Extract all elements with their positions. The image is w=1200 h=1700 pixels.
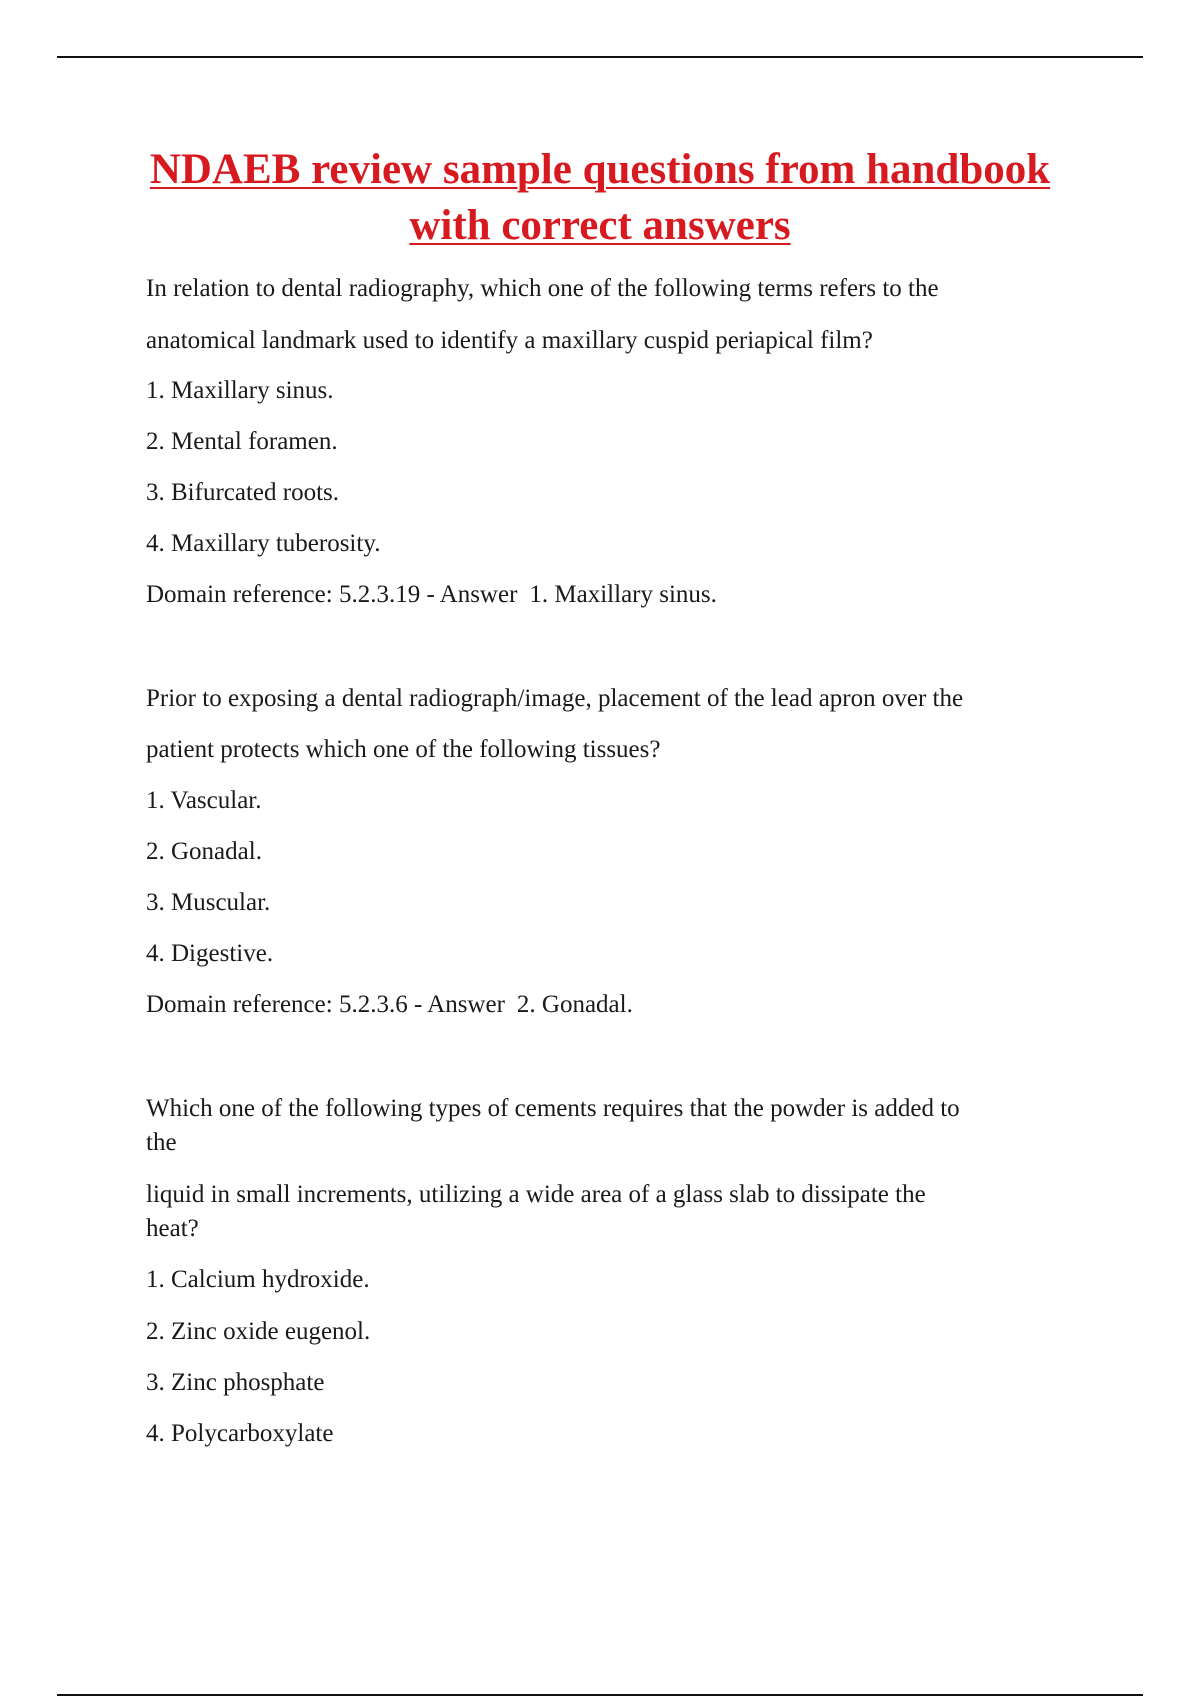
question-3-stem-line-2: the xyxy=(146,1129,177,1156)
question-1-stem-line-2: anatomical landmark used to identify a maxillary cuspid periapical film? xyxy=(146,327,873,354)
question-2-option-4: 4. Digestive. xyxy=(146,940,274,967)
question-1-option-3: 3. Bifurcated roots. xyxy=(146,479,340,506)
document-title xyxy=(100,142,1100,254)
question-2-option-1: 1. Vascular. xyxy=(146,787,262,814)
question-1-stem-line-1: In relation to dental radiography, which one of the following terms refers to the xyxy=(146,275,939,302)
question-3-stem-line-3: liquid in small increments, utilizing a wide area of a glass slab to dissipate the xyxy=(146,1181,926,1208)
question-2-answer xyxy=(146,988,633,1022)
question-2-stem-line-2: patient protects which one of the following tissues? xyxy=(146,736,661,763)
question-1-answer-value: 1. Maxillary sinus. xyxy=(529,581,717,608)
header-rule xyxy=(57,56,1143,58)
title-line-1: NDAEB review sample questions from handbook xyxy=(149,146,1051,193)
question-2-answer-label: Domain reference: 5.2.3.6 - Answer xyxy=(146,991,505,1018)
question-3-option-3: 3. Zinc phosphate xyxy=(146,1369,325,1396)
question-1-option-1: 1. Maxillary sinus. xyxy=(146,377,334,404)
question-2-stem-line-1: Prior to exposing a dental radiograph/image, placement of the lead apron over the xyxy=(146,685,964,712)
question-1-answer xyxy=(146,578,717,612)
question-2-option-3: 3. Muscular. xyxy=(146,889,271,916)
question-2-option-2: 2. Gonadal. xyxy=(146,838,262,865)
question-1-option-4: 4. Maxillary tuberosity. xyxy=(146,530,381,557)
question-3-option-1: 1. Calcium hydroxide. xyxy=(146,1266,370,1293)
question-3-option-2: 2. Zinc oxide eugenol. xyxy=(146,1318,371,1345)
footer-rule xyxy=(57,1694,1143,1696)
title-line-2: with correct answers xyxy=(409,202,791,249)
question-1-answer-label: Domain reference: 5.2.3.19 - Answer xyxy=(146,581,518,608)
question-2-answer-value: 2. Gonadal. xyxy=(516,991,633,1018)
question-3-stem-line-1: Which one of the following types of cements requires that the powder is added to xyxy=(146,1095,960,1122)
question-3-option-4: 4. Polycarboxylate xyxy=(146,1420,334,1447)
question-1-option-2: 2. Mental foramen. xyxy=(146,428,338,455)
question-3-stem-line-4: heat? xyxy=(146,1215,199,1242)
